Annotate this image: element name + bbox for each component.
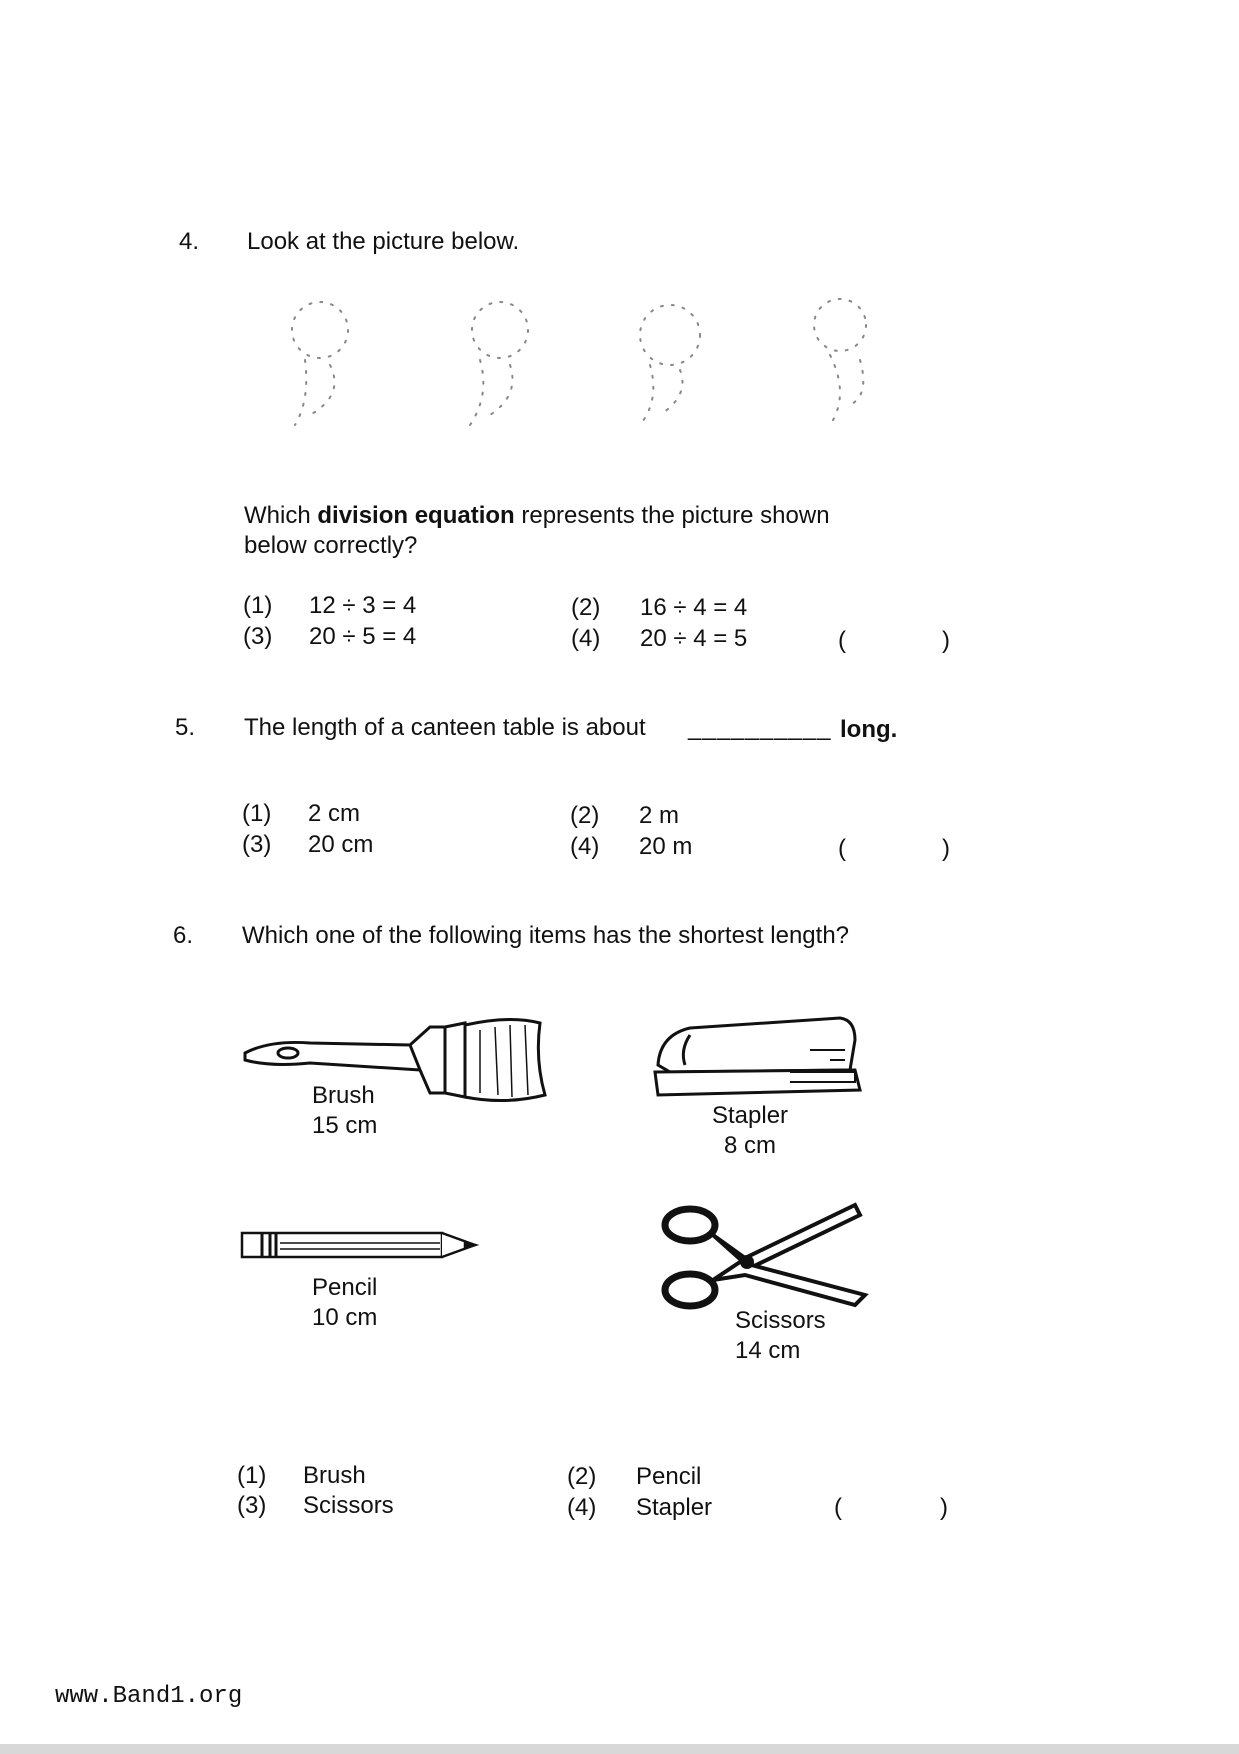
faded-group-2 (470, 302, 528, 425)
q5-blank[interactable]: __________ (688, 714, 832, 741)
footer-website[interactable]: www.Band1.org (55, 1683, 243, 1710)
faded-group-4 (814, 299, 866, 425)
faded-group-1 (292, 302, 348, 425)
q5-option-2: 2 m (639, 802, 680, 829)
q5-option-4: 20 m (639, 833, 693, 860)
item-pencil-name: Pencil (312, 1274, 378, 1301)
q4-number: 4. (179, 228, 200, 255)
q4-option-4: 20 ÷ 4 = 5 (640, 625, 748, 652)
q5-suffix: long. (840, 716, 898, 743)
q5-option-1: 2 cm (308, 800, 361, 827)
q6-option-4: Stapler (636, 1494, 713, 1521)
q4-option-1-num: (1) (243, 592, 273, 619)
q4-question (244, 502, 830, 530)
q6-option-1: Brush (303, 1462, 366, 1489)
q6-answer-open[interactable]: ( (834, 1494, 842, 1521)
q5-answer-close[interactable]: ) (942, 835, 950, 862)
q5-option-4-num: (4) (570, 833, 600, 860)
q4-question-bold: division equation (317, 502, 515, 529)
q4-answer-open[interactable]: ( (838, 627, 846, 654)
q4-question-post: represents the picture shown (514, 502, 830, 529)
q4-question-pre: Which (244, 502, 318, 529)
q5-option-2-num: (2) (570, 802, 600, 829)
q6-text: Which one of the following items has the shortest length? (242, 922, 850, 949)
q6-option-2-num: (2) (567, 1463, 597, 1490)
q4-answer-close[interactable]: ) (942, 627, 950, 654)
q6-option-3: Scissors (303, 1492, 394, 1519)
q6-option-2: Pencil (636, 1463, 702, 1490)
item-brush-length: 15 cm (312, 1112, 378, 1139)
q6-number: 6. (173, 922, 194, 949)
q6-option-3-num: (3) (237, 1492, 267, 1519)
item-stapler-name: Stapler (712, 1102, 789, 1129)
faded-picture (250, 285, 970, 435)
q5-option-3: 20 cm (308, 831, 374, 858)
q4-question-line2: below correctly? (244, 532, 418, 559)
q6-answer-close[interactable]: ) (940, 1494, 948, 1521)
q4-option-2-num: (2) (571, 594, 601, 621)
q4-option-3: 20 ÷ 5 = 4 (309, 623, 417, 650)
pencil-image (240, 1230, 480, 1262)
q4-option-3-num: (3) (243, 623, 273, 650)
q4-option-4-num: (4) (571, 625, 601, 652)
item-scissors-name: Scissors (735, 1307, 826, 1334)
item-stapler-length: 8 cm (724, 1132, 777, 1159)
scissors-image (655, 1200, 870, 1315)
faded-group-3 (640, 305, 700, 425)
item-scissors-length: 14 cm (735, 1337, 801, 1364)
q5-option-3-num: (3) (242, 831, 272, 858)
q5-answer-open[interactable]: ( (838, 835, 846, 862)
item-pencil-length: 10 cm (312, 1304, 378, 1331)
q5-option-1-num: (1) (242, 800, 272, 827)
q4-option-2: 16 ÷ 4 = 4 (640, 594, 748, 621)
q4-option-1: 12 ÷ 3 = 4 (309, 592, 417, 619)
q6-option-4-num: (4) (567, 1494, 597, 1521)
q4-prompt: Look at the picture below. (247, 228, 520, 255)
brush-image (240, 1015, 550, 1105)
stapler-image (650, 1010, 865, 1100)
q5-number: 5. (175, 714, 196, 741)
q6-option-1-num: (1) (237, 1462, 267, 1489)
q5-text: The length of a canteen table is about (244, 714, 646, 741)
item-brush-name: Brush (312, 1082, 375, 1109)
bottom-scan-edge (0, 1744, 1239, 1754)
